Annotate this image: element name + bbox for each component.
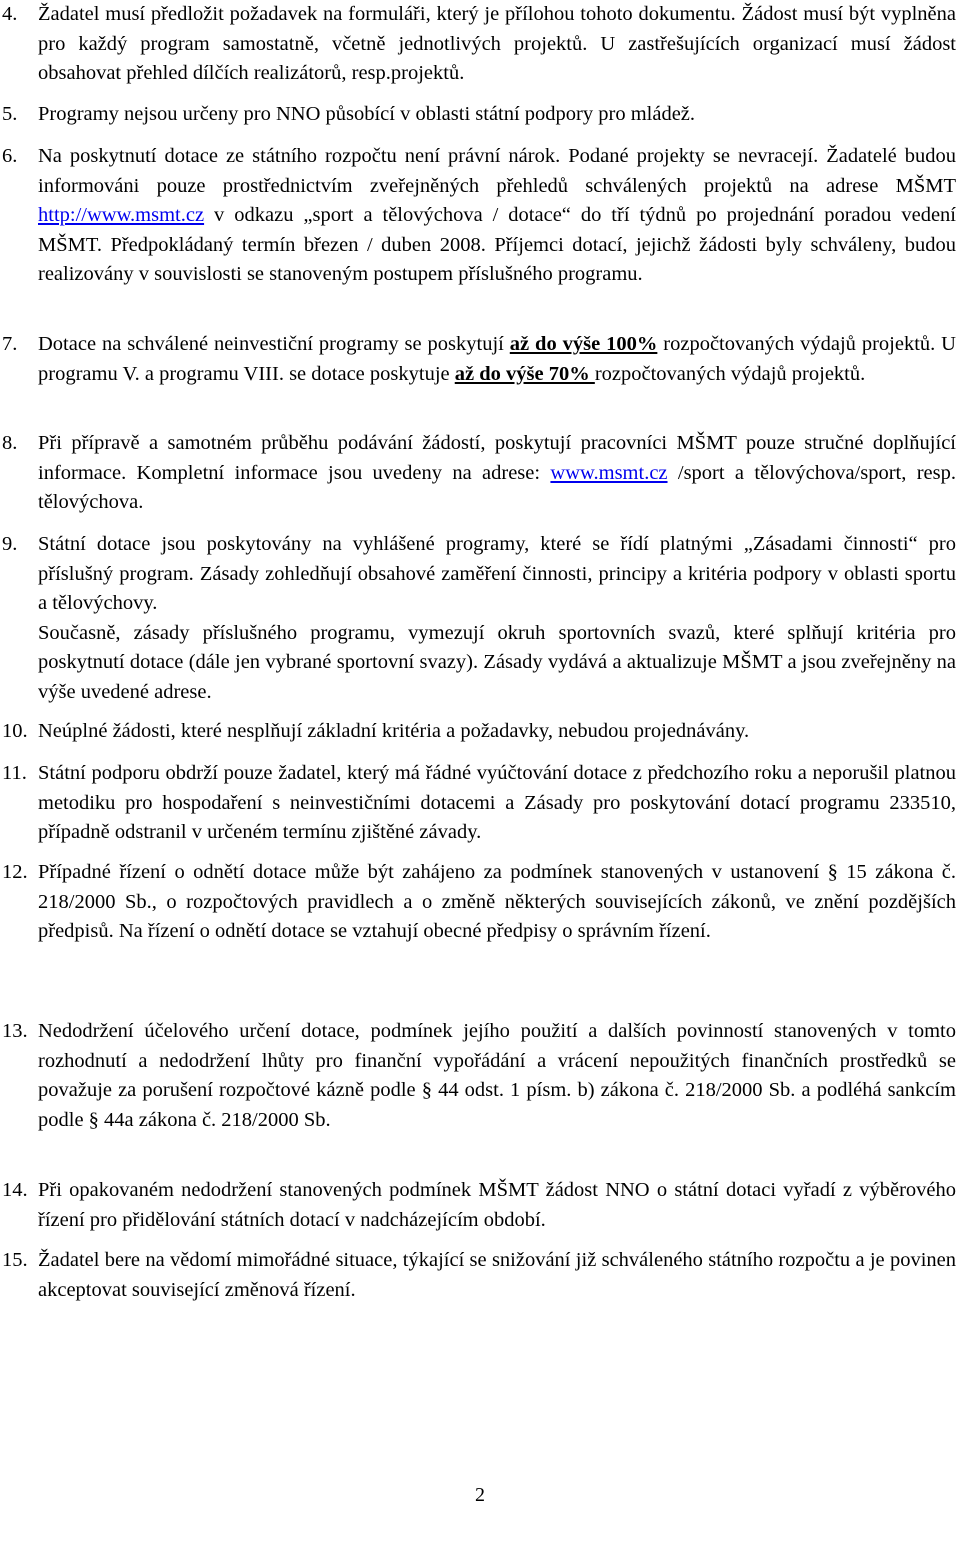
item-number: 8. bbox=[2, 432, 18, 454]
item-number: 6. bbox=[2, 145, 18, 167]
item-text-part: /sport a tělovýchova/sport, resp. tělovýchova. bbox=[38, 461, 956, 513]
item-text bbox=[38, 142, 956, 290]
item-number: 13. bbox=[2, 1020, 28, 1042]
msmt-link[interactable]: http://www.msmt.cz bbox=[38, 204, 205, 226]
item-number: 15. bbox=[2, 1249, 28, 1271]
item-text-part: Na poskytnutí dotace ze státního rozpočtu není právní nárok. Podané projekty se nevracejí. Žadatelé budou informováni pouze prostřednictvím zveřejněných přehledů schválených projektů na adrese MŠMT bbox=[38, 145, 956, 197]
item-text: Žadatel musí předložit požadavek na formuláři, který je přílohou tohoto dokumentu. Žádost musí být vyplněna pro každý program samostatně, včetně jednotlivých projektů. U zastřešujících organizací musí žádost obsahovat přehled dílčích realizátorů, resp.projektů. bbox=[38, 3, 956, 84]
item-text: Při opakovaném nedodržení stanovených podmínek MŠMT žádost NNO o státní dotaci vyřadí z výběrového řízení pro přidělování státních dotací v nadcházejícím období. bbox=[38, 1179, 956, 1231]
list-item-9 bbox=[0, 530, 960, 707]
item-number: 9. bbox=[2, 533, 18, 555]
list-item-10 bbox=[0, 717, 960, 747]
item-text-part: Dotace na schválené neinvestiční programy se poskytují bbox=[38, 333, 510, 355]
item-text: Programy nejsou určeny pro NNO působící v oblasti státní podpory pro mládež. bbox=[38, 103, 696, 125]
item-text-paragraph-2: Současně, zásady příslušného programu, vymezují okruh sportovních svazů, které splňují kritéria pro poskytnutí dotace (dále jen vybrané sportovní svazy). Zásady vydává a aktualizuje MŠMT a jsou zveřejněny na výše uvedené adrese. bbox=[38, 621, 956, 703]
item-number: 7. bbox=[2, 333, 18, 355]
item-text bbox=[38, 429, 956, 518]
list-item-13 bbox=[0, 1017, 960, 1135]
item-text bbox=[38, 330, 956, 389]
list-item-14 bbox=[0, 1176, 960, 1235]
item-text: Státní podporu obdrží pouze žadatel, který má řádné vyúčtování dotace z předchozího roku a neporušil platnou metodiku pro hospodaření s neinvestičními dotacemi a Zásady pro poskytování dotací programu 233510, případně odstranil v určeném termínu zjištěné závady. bbox=[38, 762, 956, 843]
item-number: 4. bbox=[2, 3, 18, 25]
item-number: 5. bbox=[2, 103, 18, 125]
item-text: Státní dotace jsou poskytovány na vyhlášené programy, které se řídí platnými „Zásadami činnosti“ pro příslušný program. Zásady zohledňují obsahové zaměření činnosti, principy a kritéria podpory v oblasti sportu a tělovýchovy. bbox=[38, 533, 956, 614]
list-item-15 bbox=[0, 1246, 960, 1305]
list-item-7 bbox=[0, 330, 960, 389]
item-text: Neúplné žádosti, které nesplňují základní kritéria a požadavky, nebudou projednávány. bbox=[38, 720, 750, 742]
list-item-11 bbox=[0, 759, 960, 848]
item-text-part: rozpočtovaných výdajů projektů. bbox=[594, 362, 866, 385]
msmt-link[interactable]: www.msmt.cz bbox=[550, 461, 668, 484]
item-text: Případné řízení o odnětí dotace může být zahájeno za podmínek stanovených v ustanovení § 15 zákona č. 218/2000 Sb., o rozpočtových pravidlech a o změně některých souvisejících zákonů, ve znění pozdějších předpisů. Na řízení o odnětí dotace se vztahují obecné předpisy o správním řízení. bbox=[38, 861, 956, 942]
list-item-8 bbox=[0, 429, 960, 518]
emphasis-70-percent: až do výše 70% bbox=[454, 362, 595, 385]
list-item-5 bbox=[0, 100, 960, 130]
item-text: Nedodržení účelového určení dotace, podmínek jejího použití a dalších povinností stanovených v tomto rozhodnutí a nedodržení lhůty pro finanční vypořádání a vrácení nepoužitých finančních prostředků se považuje za porušení rozpočtové kázně podle § 44 odst. 1 písm. b) zákona č. 218/2000 Sb. a podléhá sankcím podle § 44a zákona č. 218/2000 Sb. bbox=[38, 1020, 956, 1131]
item-number: 11. bbox=[2, 762, 27, 784]
item-text: Žadatel bere na vědomí mimořádné situace, týkající se snižování již schváleného státního rozpočtu a je povinen akceptovat související změnová řízení. bbox=[38, 1249, 956, 1301]
page-number: 2 bbox=[475, 1484, 485, 1506]
item-number: 10. bbox=[2, 720, 28, 742]
item-text-part: Při přípravě a samotném průběhu podávání žádostí, poskytují pracovníci MŠMT pouze stručné doplňující informace. Kompletní informace jsou uvedeny na adrese: bbox=[38, 432, 956, 484]
item-text-part: rozpočtovaných výdajů projektů. U programu V. a programu VIII. se dotace poskytuje bbox=[38, 333, 956, 385]
item-number: 12. bbox=[2, 861, 28, 883]
item-text-part: v odkazu „sport a tělovýchova / dotace“ do tří týdnů po projednání poradou vedení MŠMT. Předpokládaný termín březen / duben 2008. Příjemci dotací, jejichž žádosti byly schváleny, budou realizovány v souvislosti se stanoveným postupem příslušného programu. bbox=[38, 204, 956, 285]
list-item-4 bbox=[0, 0, 960, 89]
list-item-6 bbox=[0, 142, 960, 290]
item-number: 14. bbox=[2, 1179, 28, 1201]
emphasis-100-percent: až do výše 100% bbox=[509, 333, 658, 355]
list-item-12 bbox=[0, 858, 960, 947]
